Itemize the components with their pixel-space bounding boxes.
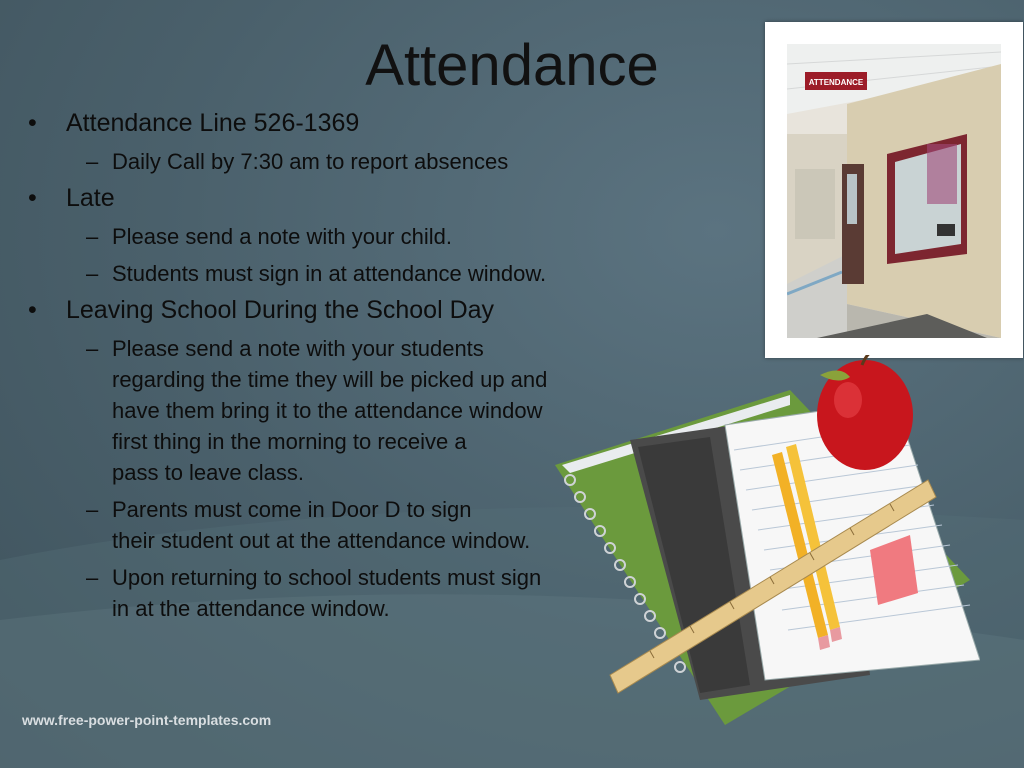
sub-bullet-line: their student out at the attendance window. [112, 528, 531, 553]
sub-bullet-item [0, 221, 640, 252]
bullet-text: Leaving School During the School Day [66, 296, 495, 324]
apple [817, 355, 913, 470]
sub-bullet-line: Upon returning to school students must sign [112, 565, 542, 590]
sub-bullet-line: Please send a note with your students [112, 336, 484, 361]
bullet-item [0, 108, 640, 139]
office-sign-text: ATTENDANCE [808, 78, 864, 87]
bullet-item [0, 295, 640, 326]
sub-bullet-line: Daily Call by 7:30 am to report absences [112, 149, 509, 174]
sub-bullet-item [0, 258, 640, 289]
bullet-glyph: • [28, 184, 37, 212]
sub-bullet-item [0, 494, 640, 556]
slide-title: Attendance [365, 33, 659, 98]
bullet-text: Late [66, 184, 115, 212]
bullet-item [0, 183, 640, 214]
dash-glyph: – [86, 497, 99, 522]
dash-glyph: – [86, 336, 99, 361]
dash-glyph: – [86, 261, 99, 286]
sub-bullet-line: Please send a note with your child. [112, 224, 452, 249]
sub-bullet-line: Students must sign in at attendance window. [112, 261, 547, 286]
bullet-text: Attendance Line 526-1369 [66, 109, 360, 137]
sub-bullet-line: in at the attendance window. [112, 596, 390, 621]
sub-bullet-line: pass to leave class. [112, 460, 304, 485]
sub-bullet-item [0, 562, 640, 624]
sub-bullet-line: have them bring it to the attendance window [112, 398, 543, 423]
bullet-glyph: • [28, 109, 37, 137]
dash-glyph: – [86, 149, 99, 174]
dash-glyph: – [86, 224, 99, 249]
footer-url: www.free-power-point-templates.com [22, 712, 272, 728]
attendance-office-photo [787, 44, 1001, 338]
sub-bullet-item [0, 146, 640, 177]
bullet-list [0, 108, 640, 630]
sub-bullet-item [0, 333, 640, 488]
sub-bullet-line: first thing in the morning to receive a [112, 429, 467, 454]
sub-bullet-line: Parents must come in Door D to sign [112, 497, 472, 522]
school-supplies-illustration [550, 355, 980, 730]
dash-glyph: – [86, 565, 99, 590]
bullet-glyph: • [28, 296, 37, 324]
sub-bullet-line: regarding the time they will be picked up and [112, 367, 548, 392]
